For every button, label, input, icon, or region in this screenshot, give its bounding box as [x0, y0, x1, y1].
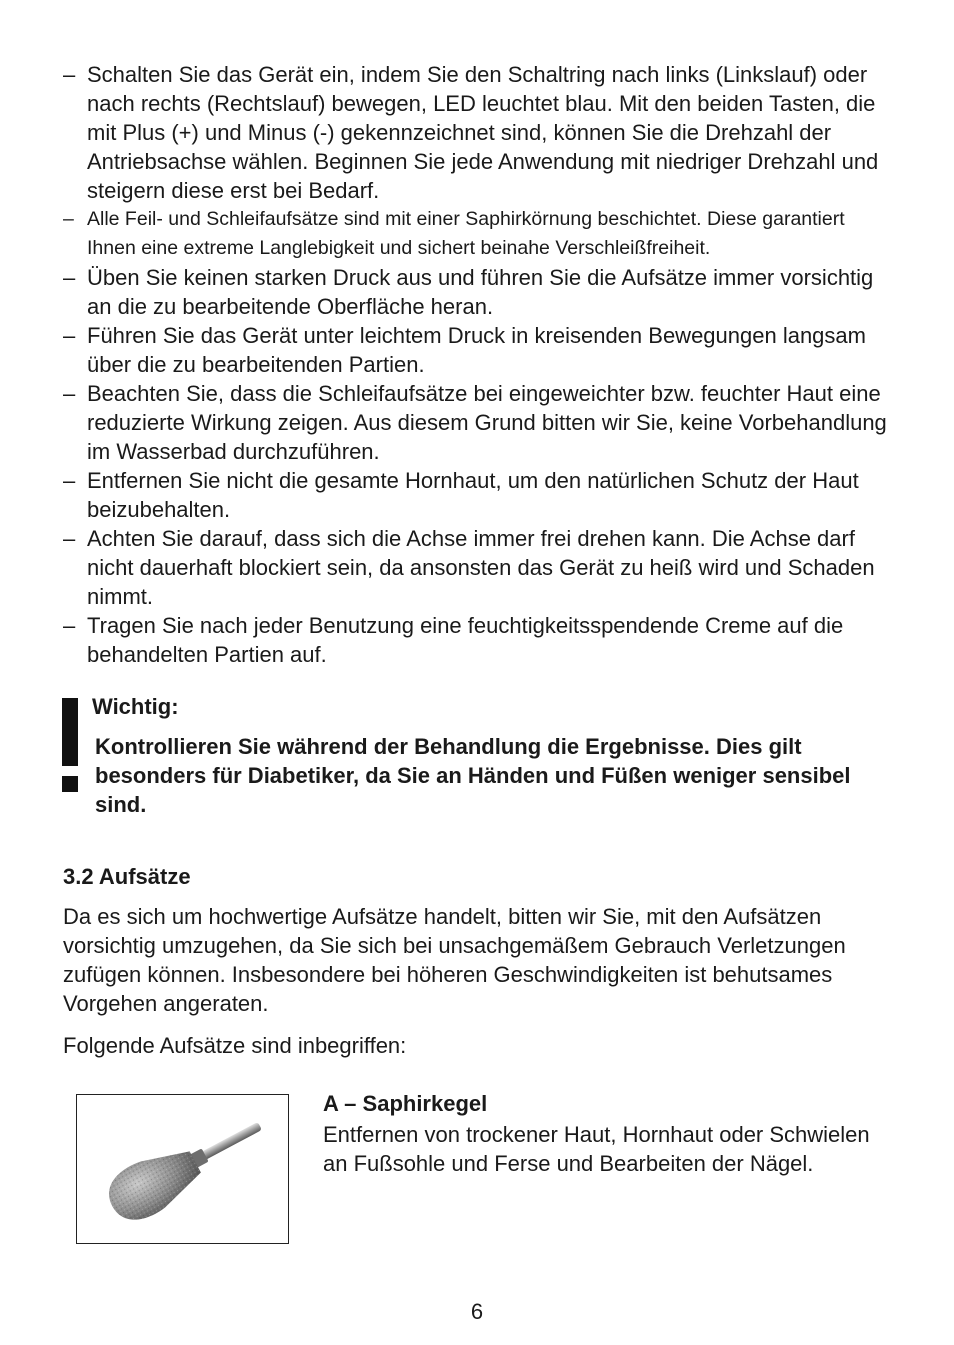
attachment-title: A – Saphirkegel: [323, 1091, 488, 1116]
important-text: Kontrollieren Sie während der Behandlung die Ergebnisse. Dies gilt besonders für Diabetiker, da Sie an Händen und Füßen weniger sensibel sind.: [95, 734, 851, 817]
list-item-text: Schalten Sie das Gerät ein, indem Sie den Schaltring nach links (Linkslauf) oder nach rechts (Rechtslauf) bewegen, LED leuchtet blau. Mit den beiden Tasten, die mit Plus (+) und Minus (-) gekennzeichnet sind, können Sie die Drehzahl der Antriebsachse wählen. Beginnen Sie jede Anwendung mit niedriger Drehzahl und steigern diese erst bei Bedarf.: [87, 62, 879, 203]
attachment-description: Entfernen von trockener Haut, Hornhaut oder Schwielen an Fußsohle und Ferse und Bearbeiten der Nägel.: [323, 1122, 870, 1176]
bullet-dash: –: [63, 526, 76, 551]
important-title: Wichtig:: [92, 694, 179, 719]
list-item: [63, 524, 893, 611]
list-item-text: Beachten Sie, dass die Schleifaufsätze bei eingeweichter bzw. feuchter Haut eine reduzierte Wirkung zeigen. Aus diesem Grund bitten wir Sie, keine Vorbehandlung im Wasserbad durchzuführen.: [87, 381, 887, 464]
included-intro: Folgende Aufsätze sind inbegriffen:: [63, 1033, 407, 1058]
list-item: [63, 466, 893, 524]
list-item: [63, 60, 893, 205]
bullet-dash: –: [63, 208, 74, 230]
list-item-text: Entfernen Sie nicht die gesamte Hornhaut, um den natürlichen Schutz der Haut beizubehalten.: [87, 468, 859, 522]
section-title: 3.2 Aufsätze: [63, 864, 191, 889]
list-item-text: Führen Sie das Gerät unter leichtem Druck in kreisenden Bewegungen langsam über die zu bearbeitenden Partien.: [87, 323, 866, 377]
bullet-dash: –: [63, 265, 76, 290]
bullet-dash: –: [63, 323, 76, 348]
page-number: 6: [470, 1299, 484, 1324]
bullet-dash: –: [63, 613, 76, 638]
bullet-dash: –: [63, 62, 76, 87]
list-item: [63, 611, 893, 669]
bullet-dash: –: [63, 468, 76, 493]
list-item: [63, 205, 893, 263]
list-item: [63, 379, 893, 466]
list-item-text: Tragen Sie nach jeder Benutzung eine feuchtigkeitsspendende Creme auf die behandelten Partien auf.: [87, 613, 844, 667]
list-item-text: Achten Sie darauf, dass sich die Achse immer frei drehen kann. Die Achse darf nicht dauerhaft blockiert sein, da ansonsten das Gerät zu heiß wird und Schaden nimmt.: [87, 526, 875, 609]
list-item: [63, 263, 893, 321]
list-item-text: Alle Feil- und Schleifaufsätze sind mit einer Saphirkörnung beschichtet. Diese garantiert Ihnen eine extreme Langlebigkeit und sichert beinahe Verschleißfreiheit.: [87, 208, 845, 259]
exclamation-icon: [60, 698, 80, 808]
list-item-text: Üben Sie keinen starken Druck aus und führen Sie die Aufsätze immer vorsichtig an die zu bearbeitende Oberfläche heran.: [87, 265, 874, 319]
list-item: [63, 321, 893, 379]
sapphire-cone-image: [76, 1094, 289, 1244]
instruction-list: [63, 60, 893, 669]
section-paragraph: Da es sich um hochwertige Aufsätze handelt, bitten wir Sie, mit den Aufsätzen vorsichtig umzugehen, da Sie sich bei unsachgemäßem Gebrauch Verletzungen zufügen können. Insbesondere bei höheren Geschwindigkeiten ist behutsames Vorgehen angeraten.: [63, 904, 846, 1016]
bullet-dash: –: [63, 381, 76, 406]
